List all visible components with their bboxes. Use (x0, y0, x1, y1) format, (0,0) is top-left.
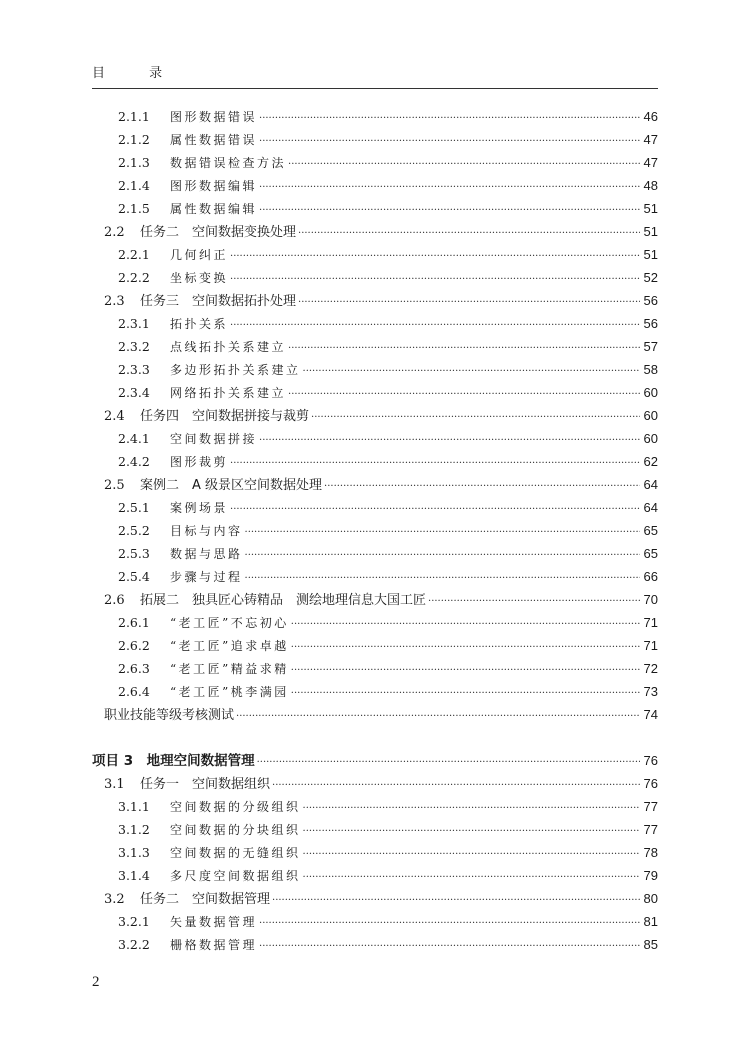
dot-leader (288, 338, 640, 358)
entry-number: 2.6.2 (118, 638, 150, 653)
toc-entry[interactable] (118, 867, 658, 885)
dot-leader (288, 154, 640, 174)
header-title: 目 录 (92, 66, 183, 81)
entry-page: 56 (643, 316, 658, 331)
entry-title: 空间数据拼接 (170, 432, 258, 446)
dot-leader (230, 315, 640, 335)
entry-page: 85 (643, 937, 658, 952)
entry-page: 64 (643, 500, 658, 515)
dot-leader (428, 591, 640, 611)
toc-section[interactable] (104, 407, 658, 425)
assessment-page: 74 (643, 707, 658, 722)
dot-leader (230, 499, 640, 519)
toc-section[interactable] (104, 476, 658, 494)
section-title: 任务二 空间数据管理 (140, 892, 271, 907)
dot-leader (298, 292, 640, 312)
entry-title: 属性数据错误 (170, 133, 258, 147)
entry-title: 图形数据错误 (170, 110, 258, 124)
toc-entry[interactable] (118, 844, 658, 862)
entry-page: 60 (643, 385, 658, 400)
toc-section[interactable] (104, 890, 658, 908)
section-title: 拓展二 独具匠心铸精品 测绘地理信息大国工匠 (140, 593, 427, 608)
toc-entry[interactable] (118, 522, 658, 540)
dot-leader (245, 545, 640, 565)
entry-page: 47 (643, 155, 658, 170)
entry-title: “老工匠”桃李满园 (170, 685, 289, 699)
entry-title: 数据与思路 (170, 547, 243, 561)
entry-title: “老工匠”追求卓越 (170, 639, 289, 653)
entry-title: 空间数据的分块组织 (170, 823, 301, 837)
entry-page: 77 (643, 822, 658, 837)
toc-entry[interactable] (118, 430, 658, 448)
toc-entry[interactable] (118, 545, 658, 563)
entry-number: 2.5.3 (118, 546, 150, 561)
entry-number: 2.4.2 (118, 454, 150, 469)
entry-page: 65 (643, 523, 658, 538)
toc-entry[interactable] (118, 683, 658, 701)
toc-entry[interactable] (118, 361, 658, 379)
entry-title: 多边形拓扑关系建立 (170, 363, 301, 377)
toc-entry[interactable] (118, 936, 658, 954)
entry-page: 48 (643, 178, 658, 193)
toc-entry[interactable] (118, 177, 658, 195)
entry-number: 2.1.4 (118, 178, 150, 193)
entry-number: 2.1.5 (118, 201, 150, 216)
entry-number: 2.3.2 (118, 339, 150, 354)
entry-page: 71 (643, 615, 658, 630)
toc-entry[interactable] (118, 821, 658, 839)
entry-title: 多尺度空间数据组织 (170, 869, 301, 883)
entry-title: 目标与内容 (170, 524, 243, 538)
section-title: 任务一 空间数据组织 (140, 777, 271, 792)
chapter-page: 76 (643, 753, 658, 768)
section-page: 70 (643, 592, 658, 607)
dot-leader (311, 407, 640, 427)
entry-title: 栅格数据管理 (170, 938, 258, 952)
entry-number: 2.5.2 (118, 523, 150, 538)
entry-number: 3.1.1 (118, 799, 150, 814)
entry-number: 3.2.2 (118, 937, 150, 952)
toc-assessment[interactable] (104, 706, 658, 724)
dot-leader (245, 522, 640, 542)
toc-entry[interactable] (118, 384, 658, 402)
dot-leader (324, 476, 640, 496)
section-number: 2.3 (104, 294, 125, 309)
entry-number: 2.3.4 (118, 385, 150, 400)
entry-title: 步骤与过程 (170, 570, 243, 584)
entry-number: 2.5.1 (118, 500, 150, 515)
dot-leader (236, 706, 640, 726)
dot-leader (303, 821, 640, 841)
section-title: 任务三 空间数据拓扑处理 (140, 294, 297, 309)
entry-title: 案例场景 (170, 501, 229, 515)
entry-page: 51 (643, 247, 658, 262)
toc-section[interactable] (104, 775, 658, 793)
dot-leader (272, 890, 640, 910)
dot-leader (303, 844, 640, 864)
entry-number: 3.1.3 (118, 845, 150, 860)
dot-leader (303, 361, 640, 381)
dot-leader (303, 867, 640, 887)
entry-page: 72 (643, 661, 658, 676)
toc-entry[interactable] (118, 154, 658, 172)
dot-leader (259, 177, 640, 197)
section-page: 64 (643, 477, 658, 492)
entry-page: 66 (643, 569, 658, 584)
toc-entry[interactable] (118, 269, 658, 287)
entry-title: 几何纠正 (170, 248, 229, 262)
entry-page: 51 (643, 201, 658, 216)
entry-number: 3.1.4 (118, 868, 150, 883)
entry-title: 网络拓扑关系建立 (170, 386, 287, 400)
entry-title: 图形数据编辑 (170, 179, 258, 193)
chapter-title: 项目 3 地理空间数据管理 (92, 753, 255, 769)
page-number: 2 (92, 974, 100, 990)
toc-chapter[interactable] (92, 752, 658, 770)
toc-entry[interactable] (118, 315, 658, 333)
toc-entry[interactable] (118, 246, 658, 264)
section-title: 任务四 空间数据拼接与裁剪 (140, 409, 310, 424)
entry-title: 图形裁剪 (170, 455, 229, 469)
section-title: 案例二 A 级景区空间数据处理 (140, 478, 323, 493)
entry-page: 79 (643, 868, 658, 883)
dot-leader (291, 614, 640, 634)
section-page: 51 (643, 224, 658, 239)
entry-number: 2.1.3 (118, 155, 150, 170)
toc-entry[interactable] (118, 108, 658, 126)
section-number: 2.2 (104, 225, 125, 240)
entry-title: 点线拓扑关系建立 (170, 340, 287, 354)
dot-leader (288, 384, 640, 404)
entry-title: “老工匠”不忘初心 (170, 616, 289, 630)
dot-leader (259, 936, 640, 956)
entry-page: 65 (643, 546, 658, 561)
section-page: 80 (643, 891, 658, 906)
entry-number: 3.1.2 (118, 822, 150, 837)
entry-title: 数据错误检查方法 (170, 156, 287, 170)
entry-page: 81 (643, 914, 658, 929)
dot-leader (230, 269, 640, 289)
toc-entry[interactable] (118, 637, 658, 655)
section-number: 2.5 (104, 478, 125, 493)
dot-leader (259, 200, 640, 220)
dot-leader (259, 430, 640, 450)
toc-entry[interactable] (118, 338, 658, 356)
entry-page: 47 (643, 132, 658, 147)
dot-leader (291, 637, 640, 657)
toc-entry[interactable] (118, 660, 658, 678)
entry-number: 2.6.3 (118, 661, 150, 676)
entry-page: 58 (643, 362, 658, 377)
toc-entry[interactable] (118, 913, 658, 931)
dot-leader (230, 246, 640, 266)
section-title: 任务二 空间数据变换处理 (140, 225, 297, 240)
toc-entry[interactable] (118, 200, 658, 218)
dot-leader (272, 775, 640, 795)
entry-page: 78 (643, 845, 658, 860)
section-page: 56 (643, 293, 658, 308)
entry-number: 2.2.2 (118, 270, 150, 285)
section-number: 2.4 (104, 409, 125, 424)
dot-leader (291, 683, 640, 703)
entry-page: 57 (643, 339, 658, 354)
dot-leader (259, 913, 640, 933)
section-page: 60 (643, 408, 658, 423)
dot-leader (291, 660, 640, 680)
toc-section[interactable] (104, 223, 658, 241)
toc-entry[interactable] (118, 568, 658, 586)
entry-number: 2.1.1 (118, 109, 150, 124)
entry-number: 2.2.1 (118, 247, 150, 262)
entry-title: 空间数据的分级组织 (170, 800, 301, 814)
toc-section[interactable] (104, 292, 658, 310)
entry-number: 2.6.4 (118, 684, 150, 699)
dot-leader (259, 131, 640, 151)
dot-leader (259, 108, 640, 128)
dot-leader (245, 568, 640, 588)
entry-page: 73 (643, 684, 658, 699)
entry-number: 2.3.1 (118, 316, 150, 331)
entry-page: 62 (643, 454, 658, 469)
entry-number: 2.1.2 (118, 132, 150, 147)
section-number: 3.1 (104, 777, 125, 792)
toc-entry[interactable] (118, 614, 658, 632)
entry-title: 坐标变换 (170, 271, 229, 285)
assessment-title: 职业技能等级考核测试 (104, 708, 235, 723)
toc-entry[interactable] (118, 131, 658, 149)
entry-title: 矢量数据管理 (170, 915, 258, 929)
toc-section[interactable] (104, 591, 658, 609)
section-number: 3.2 (104, 892, 125, 907)
dot-leader (257, 752, 640, 772)
entry-page: 46 (643, 109, 658, 124)
toc-entry[interactable] (118, 499, 658, 517)
entry-title: “老工匠”精益求精 (170, 662, 289, 676)
entry-number: 2.5.4 (118, 569, 150, 584)
section-page: 76 (643, 776, 658, 791)
entry-title: 空间数据的无缝组织 (170, 846, 301, 860)
entry-page: 77 (643, 799, 658, 814)
entry-title: 属性数据编辑 (170, 202, 258, 216)
section-number: 2.6 (104, 593, 125, 608)
dot-leader (303, 798, 640, 818)
dot-leader (230, 453, 640, 473)
entry-number: 2.4.1 (118, 431, 150, 446)
entry-page: 52 (643, 270, 658, 285)
toc-entry[interactable] (118, 453, 658, 471)
entry-number: 2.6.1 (118, 615, 150, 630)
entry-number: 2.3.3 (118, 362, 150, 377)
entry-page: 71 (643, 638, 658, 653)
entry-page: 60 (643, 431, 658, 446)
toc-entry[interactable] (118, 798, 658, 816)
entry-number: 3.2.1 (118, 914, 150, 929)
entry-title: 拓扑关系 (170, 317, 229, 331)
dot-leader (298, 223, 640, 243)
